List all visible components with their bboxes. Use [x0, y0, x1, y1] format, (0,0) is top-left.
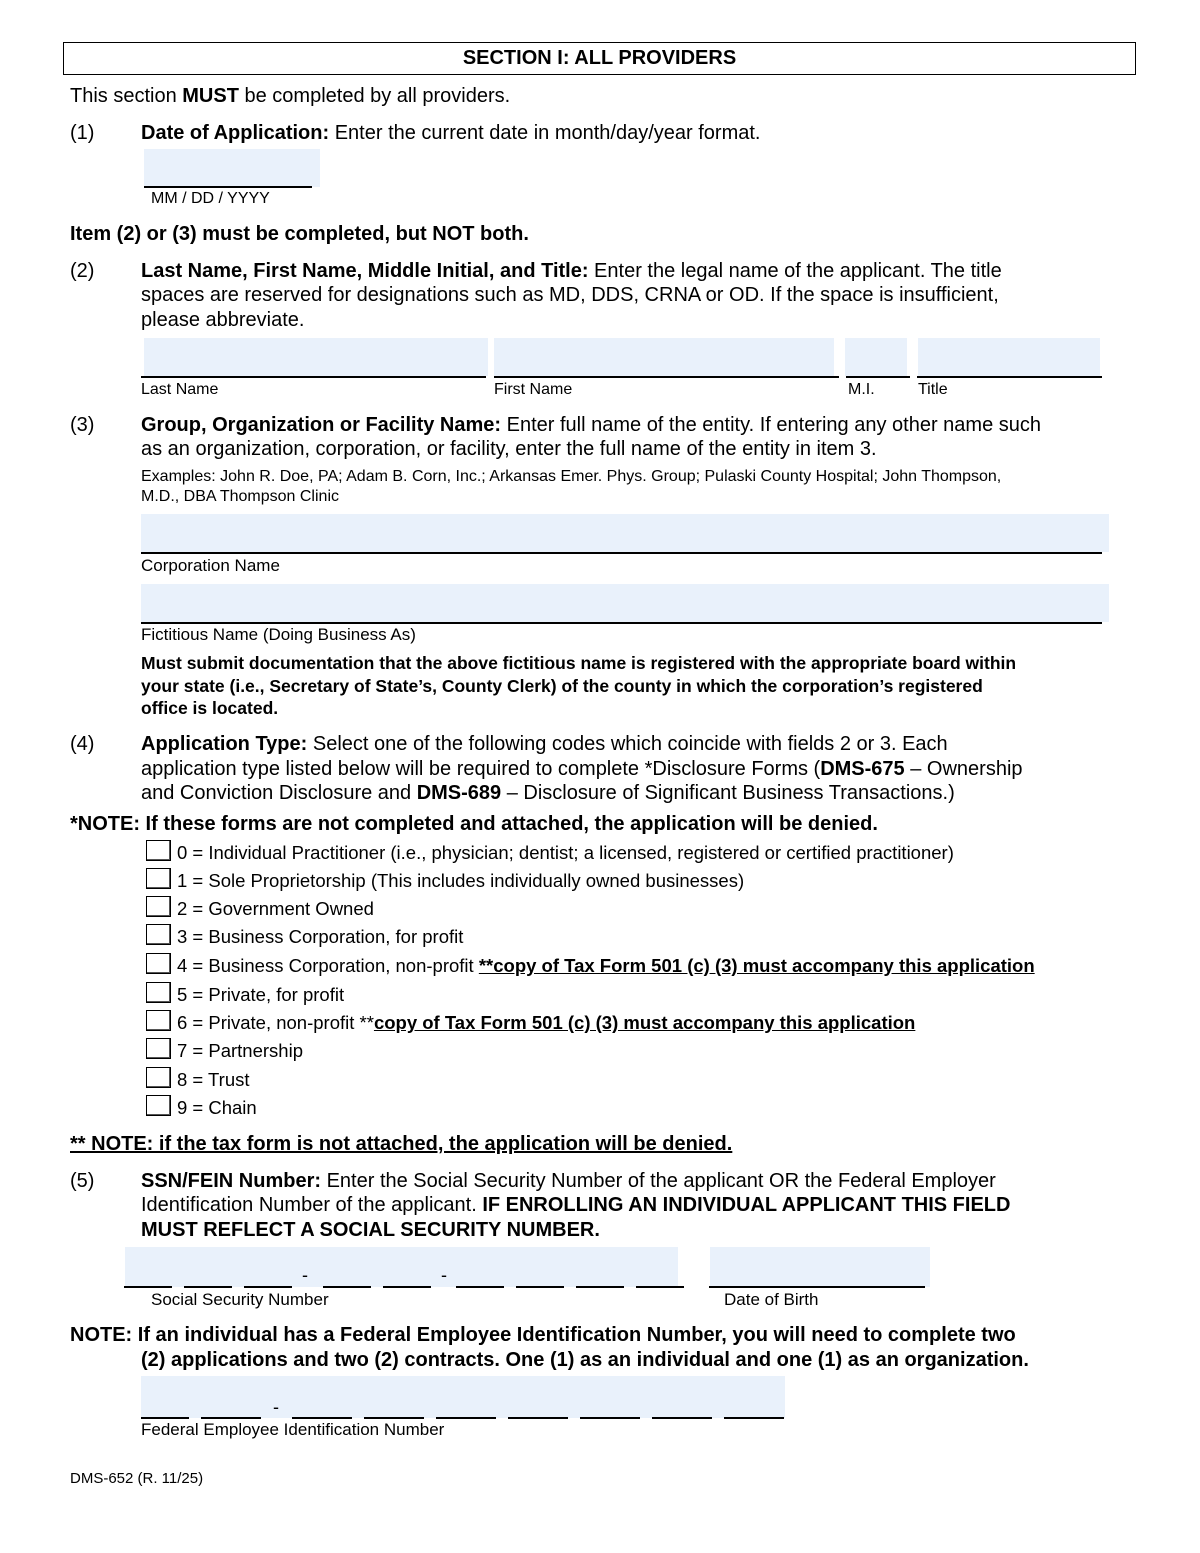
- item4-line2-end: – Ownership: [904, 758, 1023, 780]
- ssn-digit-line: [184, 1286, 232, 1288]
- item5-individual-requirement: IF ENROLLING AN INDIVIDUAL APPLICANT THIS FIELD: [482, 1194, 1011, 1216]
- ssn-digit-line: [576, 1286, 624, 1288]
- dob-underline: [709, 1286, 925, 1288]
- fein-dash: -: [273, 1397, 279, 1417]
- fictitious-name-underline: [141, 622, 1102, 624]
- dob-label: Date of Birth: [724, 1290, 819, 1309]
- item2-label: Last Name, First Name, Middle Initial, and Title:: [141, 260, 589, 282]
- mi-label: M.I.: [848, 381, 875, 398]
- ssn-label: Social Security Number: [151, 1290, 329, 1309]
- last-name-label: Last Name: [141, 381, 219, 398]
- item5-line3: MUST REFLECT A SOCIAL SECURITY NUMBER.: [141, 1219, 600, 1241]
- option-label-7: [177, 1040, 303, 1062]
- option-9-text: 9 = Chain: [177, 1097, 257, 1118]
- option-4-tax-requirement: **copy of Tax Form 501 (c) (3) must accompany this application: [478, 955, 1035, 976]
- fein-note-line1: NOTE: If an individual has a Federal Employee Identification Number, you will need to complete two: [70, 1324, 1016, 1346]
- ssn-digit-line: [323, 1286, 371, 1288]
- corporation-name-input[interactable]: [141, 514, 1109, 552]
- checkbox-type-7[interactable]: [146, 1038, 171, 1059]
- corporation-name-label: Corporation Name: [141, 556, 280, 575]
- date-format-label: MM / DD / YYYY: [151, 190, 270, 207]
- option-0-text: 0 = Individual Practitioner (i.e., physician; dentist; a licensed, registered or certified practitioner): [177, 842, 954, 863]
- item3-label: Group, Organization or Facility Name:: [141, 414, 502, 436]
- intro-text: [70, 84, 510, 108]
- item5-text: Enter the Social Security Number of the applicant OR the Federal Employer: [321, 1170, 996, 1192]
- middle-initial-input[interactable]: [845, 338, 907, 376]
- section-header: SECTION I: ALL PROVIDERS: [63, 42, 1136, 75]
- form-id-footer: DMS-652 (R. 11/25): [70, 1470, 204, 1487]
- item1-heading: [141, 121, 760, 145]
- checkbox-type-6[interactable]: [146, 1010, 171, 1031]
- date-underline: [144, 186, 312, 188]
- item4-line3-end: – Disclosure of Significant Business Transactions.): [501, 782, 955, 804]
- option-label-6: [177, 1012, 915, 1034]
- fein-digit-line: [201, 1417, 261, 1419]
- corporation-name-underline: [141, 552, 1102, 554]
- item4-line2: [141, 757, 1023, 781]
- mi-underline: [846, 376, 910, 378]
- item2-number: (2): [70, 260, 95, 282]
- option-label-9: [177, 1097, 257, 1119]
- item2-heading: [141, 259, 1002, 283]
- checkbox-type-9[interactable]: [146, 1095, 171, 1116]
- ssn-input[interactable]: [125, 1247, 678, 1287]
- item2-text: Enter the legal name of the applicant. The title: [588, 260, 1002, 282]
- ssn-digit-line: [124, 1286, 172, 1288]
- fein-digit-line: [724, 1417, 784, 1419]
- item1-number: (1): [70, 122, 95, 144]
- option-6-tax-requirement: copy of Tax Form 501 (c) (3) must accompany this application: [373, 1012, 916, 1033]
- ssn-digit-line: [636, 1286, 684, 1288]
- checkbox-type-2[interactable]: [146, 896, 171, 917]
- checkbox-type-4[interactable]: [146, 953, 171, 974]
- option-label-0: [177, 842, 954, 864]
- item5-line2-text: Identification Number of the applicant.: [141, 1194, 483, 1216]
- disclosure-note: *NOTE: If these forms are not completed and attached, the application will be denied.: [70, 813, 878, 835]
- option-7-text: 7 = Partnership: [177, 1040, 303, 1061]
- fein-digit-line: [292, 1417, 352, 1419]
- ssn-dash-2: -: [441, 1265, 447, 1285]
- item1-label: Date of Application:: [141, 122, 330, 144]
- intro-pre: This section: [70, 85, 183, 107]
- checkbox-type-1[interactable]: [146, 868, 171, 889]
- item4-text: Select one of the following codes which coincide with fields 2 or 3. Each: [307, 733, 948, 755]
- tax-form-note: ** NOTE: if the tax form is not attached, the application will be denied.: [70, 1133, 733, 1155]
- option-6-text: 6 = Private, non-profit **: [177, 1012, 374, 1033]
- option-8-text: 8 = Trust: [177, 1069, 250, 1090]
- dms-689-ref: DMS-689: [416, 782, 502, 804]
- first-name-input[interactable]: [494, 338, 834, 376]
- title-input[interactable]: [918, 338, 1100, 376]
- fein-digit-line: [508, 1417, 568, 1419]
- last-name-underline: [141, 376, 486, 378]
- item1-text: Enter the current date in month/day/year format.: [329, 122, 761, 144]
- fein-digit-line: [141, 1417, 189, 1419]
- option-label-1: [177, 870, 744, 892]
- checkbox-type-5[interactable]: [146, 982, 171, 1003]
- intro-post: be completed by all providers.: [238, 85, 511, 107]
- item5-number: (5): [70, 1170, 95, 1192]
- date-of-application-input[interactable]: [144, 149, 320, 187]
- item5-label: SSN/FEIN Number:: [141, 1170, 322, 1192]
- option-4-text: 4 = Business Corporation, non-profit: [177, 955, 479, 976]
- item3-number: (3): [70, 414, 95, 436]
- item3-examples-1: Examples: John R. Doe, PA; Adam B. Corn, Inc.; Arkansas Emer. Phys. Group; Pulaski County Hospital; John Thompson,: [141, 468, 1002, 485]
- fein-label: Federal Employee Identification Number: [141, 1420, 445, 1439]
- checkbox-type-8[interactable]: [146, 1067, 171, 1088]
- fictitious-name-input[interactable]: [141, 584, 1109, 622]
- option-label-2: [177, 898, 374, 920]
- ssn-digit-line: [244, 1286, 292, 1288]
- item3-text: Enter full name of the entity. If entering any other name such: [501, 414, 1041, 436]
- option-label-8: [177, 1069, 250, 1091]
- option-1-text: 1 = Sole Proprietorship (This includes individually owned businesses): [177, 870, 745, 891]
- fein-digit-line: [580, 1417, 640, 1419]
- item5-heading: [141, 1169, 996, 1193]
- ssn-dash-1: -: [302, 1265, 308, 1285]
- ssn-digit-line: [516, 1286, 564, 1288]
- first-name-label: First Name: [494, 381, 573, 398]
- last-name-input[interactable]: [144, 338, 488, 376]
- checkbox-type-0[interactable]: [146, 840, 171, 861]
- item3-line2: as an organization, corporation, or facility, enter the full name of the entity in item 3.: [141, 438, 877, 460]
- fictitious-name-requirement: [141, 652, 1016, 720]
- option-5-text: 5 = Private, for profit: [177, 984, 345, 1005]
- dms-675-ref: DMS-675: [820, 758, 905, 780]
- item4-line2-text: application type listed below will be required to complete *Disclosure Forms (: [141, 758, 821, 780]
- fein-digit-line: [364, 1417, 424, 1419]
- requirement-line2: your state (i.e., Secretary of State’s, County Clerk) of the county in which the corporation’s registered: [141, 675, 983, 696]
- item3-heading: [141, 413, 1041, 437]
- item4-line3: [141, 781, 955, 805]
- fein-digit-line: [436, 1417, 496, 1419]
- item3-examples-2: M.D., DBA Thompson Clinic: [141, 488, 339, 505]
- requirement-line3: office is located.: [141, 698, 279, 718]
- requirement-line1: Must submit documentation that the above fictitious name is registered with the appropriate board within: [141, 653, 1017, 673]
- option-2-text: 2 = Government Owned: [177, 898, 374, 919]
- item4-heading: [141, 732, 948, 756]
- ssn-digit-line: [383, 1286, 431, 1288]
- item4-label: Application Type:: [141, 733, 308, 755]
- date-of-birth-input[interactable]: [710, 1247, 930, 1287]
- ssn-digit-line: [456, 1286, 504, 1288]
- fein-note-line2: (2) applications and two (2) contracts. One (1) as an individual and one (1) as an organization.: [141, 1349, 1029, 1371]
- item5-line2: [141, 1193, 1010, 1217]
- title-underline: [917, 376, 1102, 378]
- option-label-5: [177, 984, 344, 1006]
- option-label-4: [177, 955, 1035, 977]
- title-label: Title: [918, 381, 948, 398]
- item4-line3-text: and Conviction Disclosure and: [141, 782, 417, 804]
- either-item-note: Item (2) or (3) must be completed, but NOT both.: [70, 223, 529, 245]
- first-name-underline: [494, 376, 839, 378]
- fictitious-name-label: Fictitious Name (Doing Business As): [141, 625, 416, 644]
- fein-input[interactable]: [141, 1376, 785, 1418]
- item2-line2: spaces are reserved for designations such as MD, DDS, CRNA or OD. If the space is insufficient,: [141, 284, 999, 306]
- item2-line3: please abbreviate.: [141, 309, 305, 331]
- item4-number: (4): [70, 733, 95, 755]
- checkbox-type-3[interactable]: [146, 924, 171, 945]
- option-3-text: 3 = Business Corporation, for profit: [177, 926, 464, 947]
- intro-must: MUST: [182, 85, 239, 107]
- fein-digit-line: [652, 1417, 712, 1419]
- option-label-3: [177, 926, 463, 948]
